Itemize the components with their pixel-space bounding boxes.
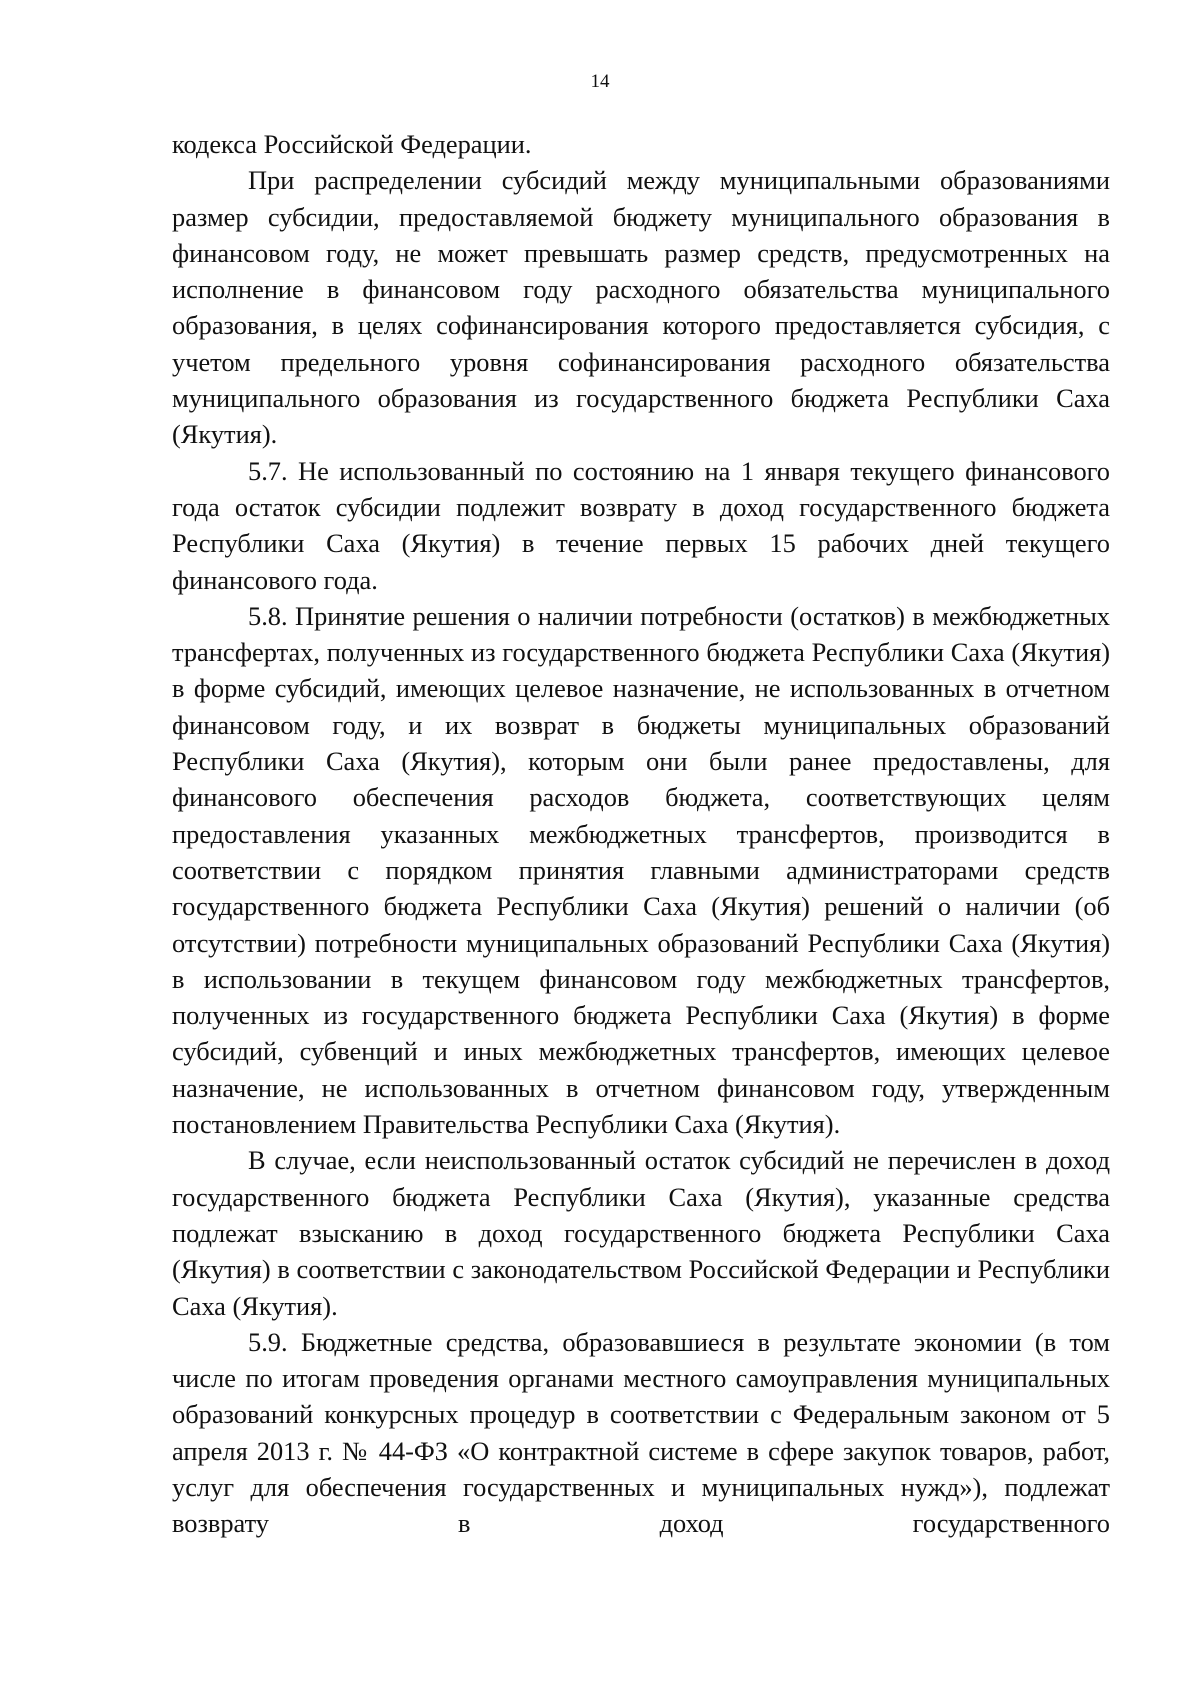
paragraph-subsidy-distribution: При распределении субсидий между муниципальными образованиями размер субсидии, предоставляемой бюджету муниципального образования в финансовом году, не может превышать размер средств, предусмотренных на исполнение в финансовом году расходного обязательства муниципального образования, в целях софинансирования которого предоставляется субсидия, с учетом предельного уровня софинансирования расходного обязательства муниципального образования из государственного бюджета Республики Саха (Якутия). [172, 165, 1110, 450]
paragraph-unused-remainder: В случае, если неиспользованный остаток субсидий не перечислен в доход государственного бюджета Республики Саха (Якутия), указанные средства подлежат взысканию в доход государственного бюджета Республики Саха (Якутия) в соответствии с законодательством Российской Федерации и Республики Саха (Якутия). [172, 1145, 1110, 1321]
paragraph-5-8: 5.8. Принятие решения о наличии потребности (остатков) в межбюджетных трансфертах, полученных из государственного бюджета Республики Саха (Якутия) в форме субсидий, имеющих целевое назначение, не использованных в отчетном финансовом году, и их возврат в бюджеты муниципальных образований Республики Саха (Якутия), которым они были ранее предоставлены, для финансового обеспечения расходов бюджета, соответствующих целям предоставления указанных межбюджетных трансфертов, производится в соответствии с порядком принятия главными администраторами средств государственного бюджета Республики Саха (Якутия) решений о наличии (об отсутствии) потребности муниципальных образований Республики Саха (Якутия) в использовании в текущем финансовом году межбюджетных трансфертов, полученных из государственного бюджета Республики Саха (Якутия) в форме субсидий, субвенций и иных межбюджетных трансфертов, имеющих целевое назначение, не использованных в отчетном финансовом году, утвержденным постановлением Правительства Республики Саха (Якутия). [172, 600, 1110, 1140]
paragraph-continuation: кодекса Российской Федерации. [172, 129, 532, 159]
paragraph-5-7: 5.7. Не использованный по состоянию на 1 января текущего финансового года остаток субсидии подлежит возврату в доход государственного бюджета Республики Саха (Якутия) в течение первых 15 рабочих дней текущего финансового года. [172, 455, 1110, 595]
page-number: 14 [590, 71, 610, 92]
paragraph-5-9: 5.9. Бюджетные средства, образовавшиеся в результате экономии (в том числе по итогам проведения органами местного самоуправления муниципальных образований конкурсных процедур в соответствии с Федеральным законом от 5 апреля 2013 г. № 44-ФЗ «О контрактной системе в сфере закупок товаров, работ, услуг для обеспечения государственных и муниципальных нужд»), подлежат возврату в доход государственного [172, 1326, 1110, 1539]
document-body [172, 126, 1110, 1542]
